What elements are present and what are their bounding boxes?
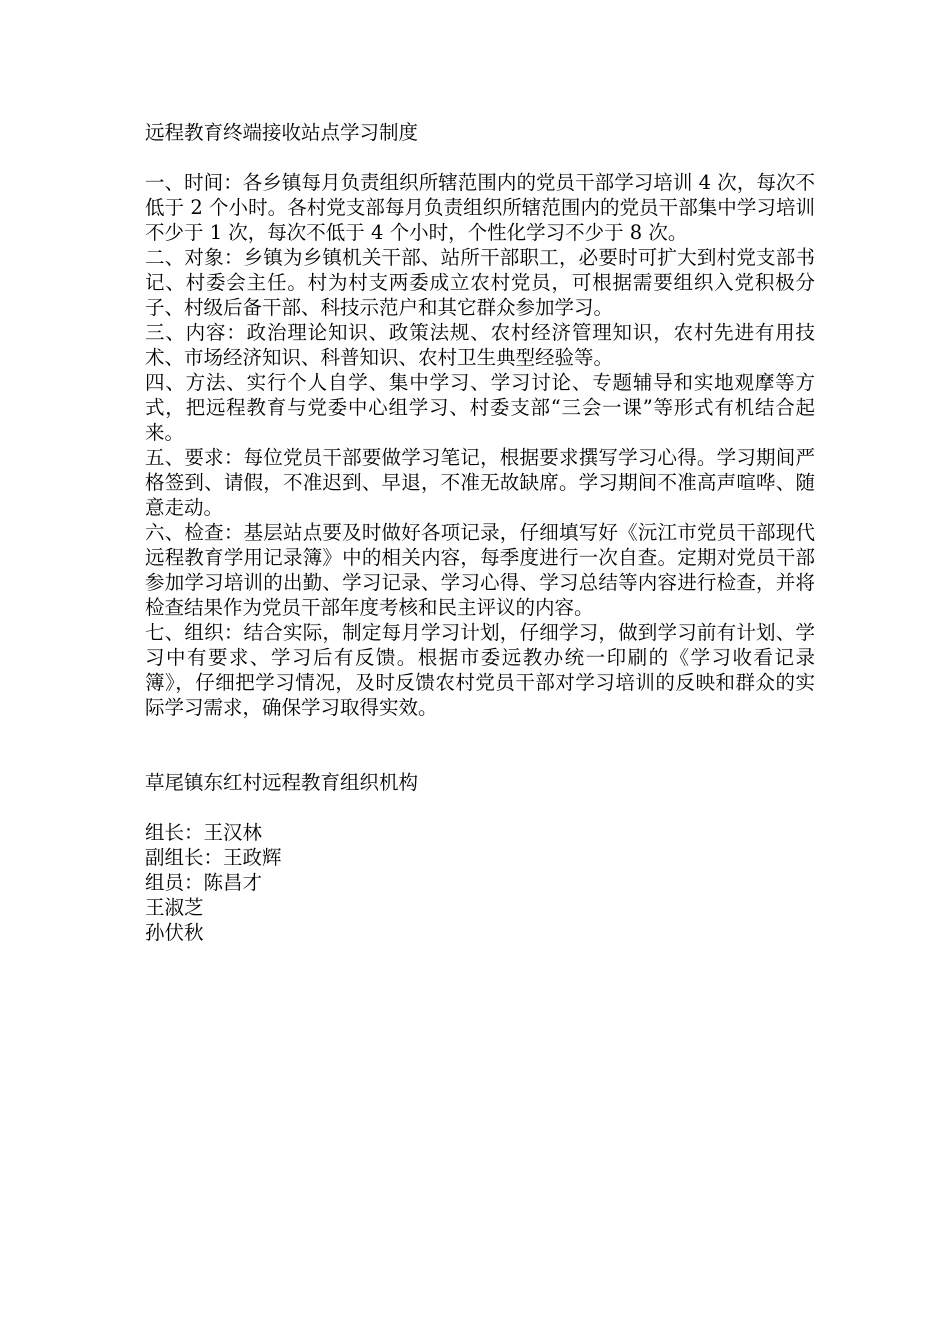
member-name: 王淑芝 (145, 896, 204, 919)
document-page (145, 120, 815, 945)
paragraph-target: 二、对象：乡镇为乡镇机关干部、站所干部职工，必要时可扩大到村党支部书记、村委会主任。村为村支两委成立农村党员，可根据需要组织入党积极分子、村级后备干部、科技示范户和其它群众参加学习。 (145, 246, 815, 319)
member-name: 孙伏秋 (145, 921, 204, 944)
leader-line: 组长：王汉林 (145, 821, 263, 844)
member-line: 组员：陈昌才 (145, 871, 263, 894)
spacer (145, 795, 815, 820)
document-title: 远程教育终端接收站点学习制度 (145, 121, 419, 144)
paragraph-inspection: 六、检查：基层站点要及时做好各项记录，仔细填写好《沅江市党员干部现代远程教育学用记录簿》中的相关内容，每季度进行一次自查。定期对党员干部参加学习培训的出勤、学习记录、学习心得、学习总结等内容进行检查，并将检查结果作为党员干部年度考核和民主评议的内容。 (145, 521, 815, 619)
spacer (145, 720, 815, 770)
paragraph-requirement: 五、要求：每位党员干部要做学习笔记，根据要求撰写学习心得。学习期间严格签到、请假，不准迟到、早退，不准无故缺席。学习期间不准高声喧哗、随意走动。 (145, 446, 815, 519)
organization-title: 草尾镇东红村远程教育组织机构 (145, 771, 419, 794)
paragraph-content: 三、内容：政治理论知识、政策法规、农村经济管理知识，农村先进有用技术、市场经济知识、科普知识、农村卫生典型经验等。 (145, 321, 815, 369)
paragraph-organization: 七、组织：结合实际，制定每月学习计划，仔细学习，做到学习前有计划、学习中有要求、学习后有反馈。根据市委远教办统一印刷的《学习收看记录簿》，仔细把学习情况，及时反馈农村党员干部对学习培训的反映和群众的实际学习需求，确保学习取得实效。 (145, 621, 815, 719)
spacer (145, 145, 815, 170)
paragraph-method: 四、方法、实行个人自学、集中学习、学习讨论、专题辅导和实地观摩等方式，把远程教育与党委中心组学习、村委支部“三会一课”等形式有机结合起来。 (145, 371, 815, 444)
deputy-leader-line: 副组长：王政辉 (145, 846, 282, 869)
paragraph-time: 一、时间：各乡镇每月负责组织所辖范围内的党员干部学习培训 4 次，每次不低于 2 个小时。各村党支部每月负责组织所辖范围内的党员干部集中学习培训不少于 1 次，每次不低于 4 个小时，个性化学习不少于 8 次。 (145, 171, 815, 244)
